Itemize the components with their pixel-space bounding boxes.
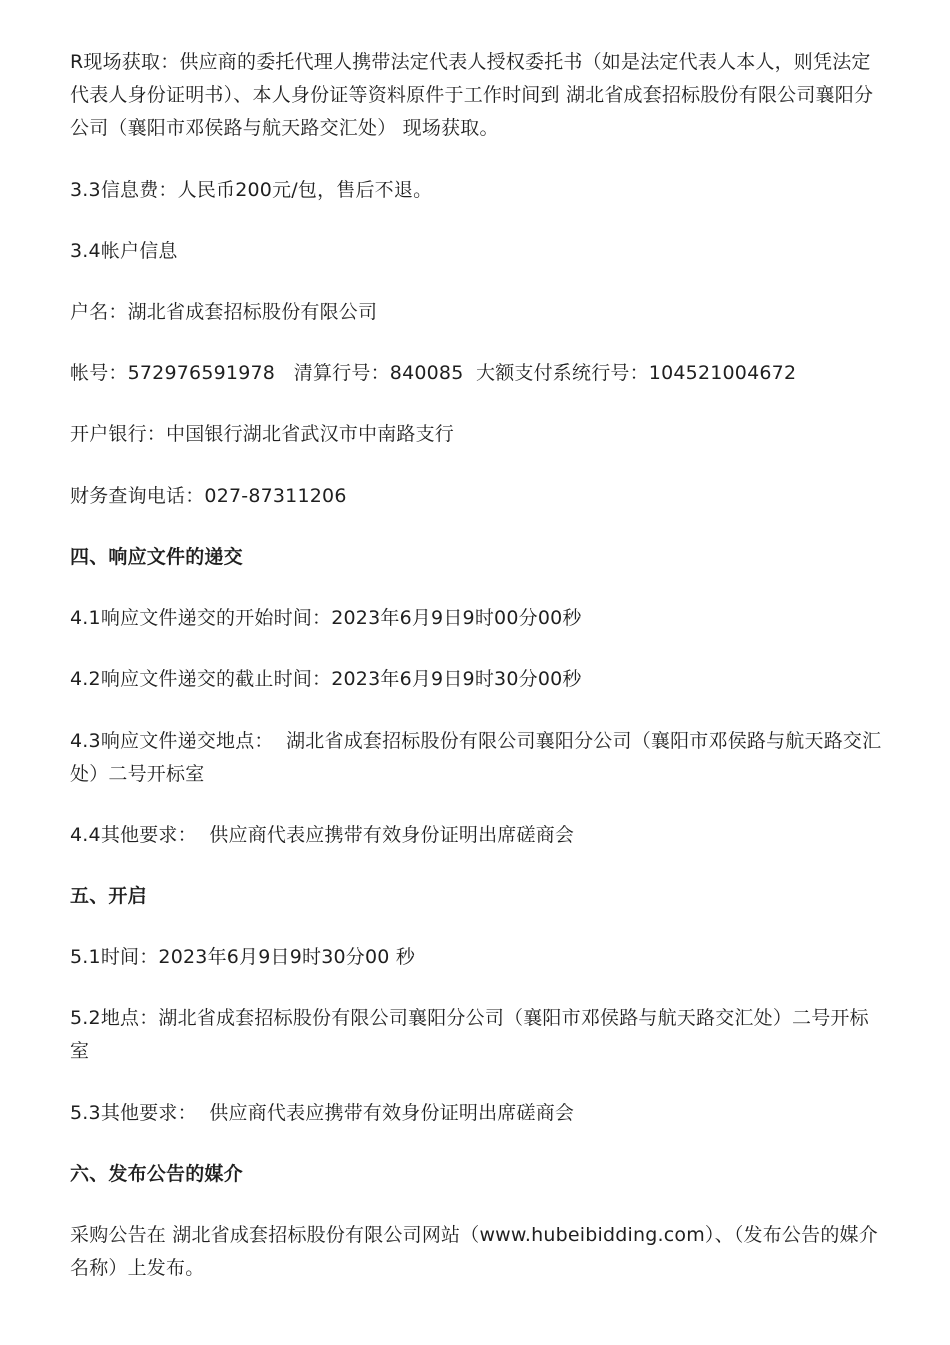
paragraph-info-fee: 3.3信息费：人民币200元/包，售后不退。 bbox=[70, 179, 433, 201]
paragraph-account-number: 帐号：572976591978 清算行号：840085 大额支付系统行号：104521004672 bbox=[70, 362, 797, 384]
paragraph-account-name: 户名：湖北省成套招标股份有限公司 bbox=[70, 301, 378, 323]
paragraph-4-1: 4.1响应文件递交的开始时间：2023年6月9日9时00分00秒 bbox=[70, 607, 582, 629]
section-heading-6: 六、发布公告的媒介 bbox=[70, 1163, 243, 1185]
paragraph-finance-phone: 财务查询电话：027-87311206 bbox=[70, 485, 347, 507]
paragraph-4-4: 4.4其他要求： 供应商代表应携带有效身份证明出席磋商会 bbox=[70, 824, 575, 846]
paragraph-5-1: 5.1时间：2023年6月9日9时30分00 秒 bbox=[70, 946, 416, 968]
paragraph-media: 采购公告在 湖北省成套招标股份有限公司网站（www.hubeibidding.com）、（发布公告的媒介名称）上发布。 bbox=[70, 1224, 878, 1279]
paragraph-4-2: 4.2响应文件递交的截止时间：2023年6月9日9时30分00秒 bbox=[70, 668, 582, 690]
paragraph-5-2: 5.2地点：湖北省成套招标股份有限公司襄阳分公司（襄阳市邓侯路与航天路交汇处）二号开标室 bbox=[70, 1007, 869, 1062]
paragraph-account-info-title: 3.4帐户信息 bbox=[70, 240, 178, 262]
section-heading-5: 五、开启 bbox=[70, 885, 147, 907]
paragraph-bank: 开户银行：中国银行湖北省武汉市中南路支行 bbox=[70, 423, 455, 445]
section-heading-4: 四、响应文件的递交 bbox=[70, 546, 243, 568]
paragraph-on-site-pickup: R现场获取：供应商的委托代理人携带法定代表人授权委托书（如是法定代表人本人，则凭法定代表人身份证明书）、本人身份证等资料原件于工作时间到 湖北省成套招标股份有限公司襄阳分公司（襄阳市邓侯路与航天路交汇处） 现场获取。 bbox=[70, 51, 874, 139]
paragraph-4-3: 4.3响应文件递交地点： 湖北省成套招标股份有限公司襄阳分公司（襄阳市邓侯路与航天路交汇处）二号开标室 bbox=[70, 730, 882, 785]
paragraph-5-3: 5.3其他要求： 供应商代表应携带有效身份证明出席磋商会 bbox=[70, 1102, 575, 1124]
